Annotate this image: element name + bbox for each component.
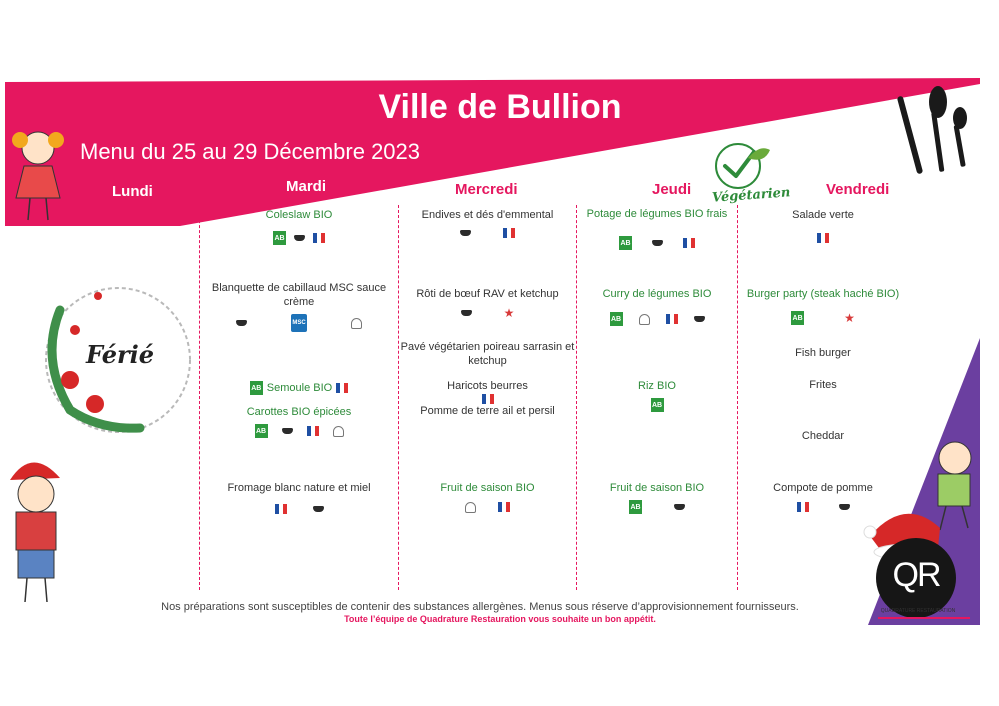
menu-item-text: Fromage blanc nature et miel — [227, 482, 371, 494]
french-flag-icon — [482, 394, 494, 404]
day-header-lundi: Lundi — [112, 183, 153, 200]
menu-item-text: Blanquette de cabillaud MSC sauce crème — [211, 282, 387, 308]
french-flag-icon — [666, 314, 678, 324]
menu-item-text: Fish burger — [795, 347, 851, 359]
day-header-jeudi: Jeudi — [652, 181, 692, 198]
french-flag-icon — [498, 502, 510, 512]
menu-item-text: Coleslaw BIO — [265, 209, 333, 221]
chef-hat-icon — [465, 502, 476, 513]
menu-item-text: Fruit de saison BIO — [440, 482, 535, 494]
mercredi-starter — [399, 208, 576, 241]
qr-logo-bar — [878, 617, 970, 619]
ab-bio-icon: AB — [610, 312, 623, 326]
menu-item-text: Carottes BIO épicées — [246, 406, 352, 418]
vendredi-main — [738, 287, 908, 326]
menu-item-text: Fruit de saison BIO — [609, 482, 705, 494]
french-flag-icon — [307, 426, 319, 436]
day-header-mardi: Mardi — [286, 178, 327, 195]
mardi-dessert — [200, 481, 398, 517]
menu-item-text: Frites — [809, 379, 837, 391]
ab-bio-icon: AB — [651, 398, 664, 412]
allergen-notice: Nos préparations sont susceptibles de contenir des substances allergènes. Menus sous réserve d’approvisionnement fournisseurs. — [161, 601, 799, 613]
french-flag-icon — [797, 502, 809, 512]
boy-illustration — [10, 462, 60, 602]
vendredi-cheese — [738, 429, 908, 443]
ab-bio-icon: AB — [255, 424, 268, 438]
menu-item-text: Rôti de bœuf RAV et ketchup — [416, 288, 559, 300]
msc-label-icon: MSC — [291, 314, 307, 332]
menu-item-text: Potage de légumes BIO frais — [586, 208, 728, 220]
french-flag-icon — [683, 238, 695, 248]
menu-item-text: Compote de pomme — [773, 482, 873, 494]
page-title: Ville de Bullion — [378, 88, 622, 126]
mercredi-side2 — [399, 404, 576, 418]
ab-bio-icon: AB — [273, 231, 286, 245]
column-divider — [199, 205, 200, 590]
day-header-mercredi: Mercredi — [455, 181, 518, 198]
mardi-main — [200, 281, 398, 331]
qr-logo-caption: QUADRATURE RESTAURATION — [880, 608, 956, 614]
jeudi-side — [577, 379, 737, 413]
chef-hat-icon — [351, 318, 362, 329]
vegetarian-badge — [716, 144, 770, 188]
french-flag-icon — [503, 228, 515, 238]
menu-item-text: Salade verte — [792, 209, 854, 221]
cooking-pot-icon — [674, 504, 685, 510]
cooking-pot-icon — [694, 316, 705, 322]
menu-item-text: Pavé végétarien poireau sarrasin et ketchup — [400, 341, 575, 367]
mercredi-veg — [399, 340, 576, 368]
jeudi-main — [577, 287, 737, 327]
bon-appetit-message: Toute l’équipe de Quadrature Restauration vous souhaite un bon appétit. — [344, 614, 656, 624]
vegetarian-label: Végétarien — [711, 185, 791, 206]
cooking-pot-icon — [461, 310, 472, 316]
jeudi-starter — [577, 207, 737, 251]
vendredi-dessert — [738, 481, 908, 515]
vendredi-side — [738, 378, 908, 392]
french-flag-icon — [275, 504, 287, 514]
menu-item-text: Semoule BIO — [266, 382, 333, 394]
menu-item-text: Cheddar — [801, 430, 845, 442]
cooking-pot-icon — [652, 240, 663, 246]
ferie-label: Férié — [85, 340, 155, 369]
qr-logo-letters: QR — [892, 556, 940, 594]
ab-bio-icon: AB — [250, 381, 263, 395]
cooking-pot-icon — [236, 320, 247, 326]
menu-item-text: Pomme de terre ail et persil — [420, 405, 555, 417]
cooking-pot-icon — [313, 506, 324, 512]
jeudi-dessert — [577, 481, 737, 515]
cooking-pot-icon — [839, 504, 850, 510]
french-flag-icon — [817, 233, 829, 243]
origin-star-icon: ★ — [844, 311, 855, 325]
menu-item-text: Haricots beurres — [447, 380, 528, 392]
chef-hat-icon — [639, 314, 650, 325]
french-flag-icon — [336, 383, 348, 393]
ab-bio-icon: AB — [619, 236, 632, 250]
mercredi-side1 — [399, 379, 576, 405]
mercredi-dessert — [399, 481, 576, 515]
menu-item-text: Riz BIO — [638, 380, 676, 392]
day-header-vendredi: Vendredi — [826, 181, 890, 198]
ab-bio-icon: AB — [791, 311, 804, 325]
vendredi-starter — [738, 208, 908, 246]
cutlery-icon — [897, 86, 967, 174]
menu-dates: Menu du 25 au 29 Décembre 2023 — [80, 139, 421, 164]
vendredi-alt — [738, 346, 908, 360]
chef-hat-icon — [333, 426, 344, 437]
mercredi-main — [399, 287, 576, 321]
mardi-starter — [200, 208, 398, 246]
menu-item-text: Endives et dés d'emmental — [421, 209, 554, 221]
cooking-pot-icon — [294, 235, 305, 241]
menu-item-text: Burger party (steak haché BIO) — [746, 288, 900, 300]
mardi-side1 — [200, 380, 398, 396]
french-flag-icon — [313, 233, 325, 243]
origin-star-icon: ★ — [503, 306, 515, 320]
ab-bio-icon: AB — [629, 500, 642, 514]
mardi-side2 — [200, 405, 398, 439]
cooking-pot-icon — [460, 230, 471, 236]
column-divider — [737, 205, 738, 590]
cooking-pot-icon — [282, 428, 293, 434]
menu-item-text: Curry de légumes BIO — [602, 288, 712, 300]
